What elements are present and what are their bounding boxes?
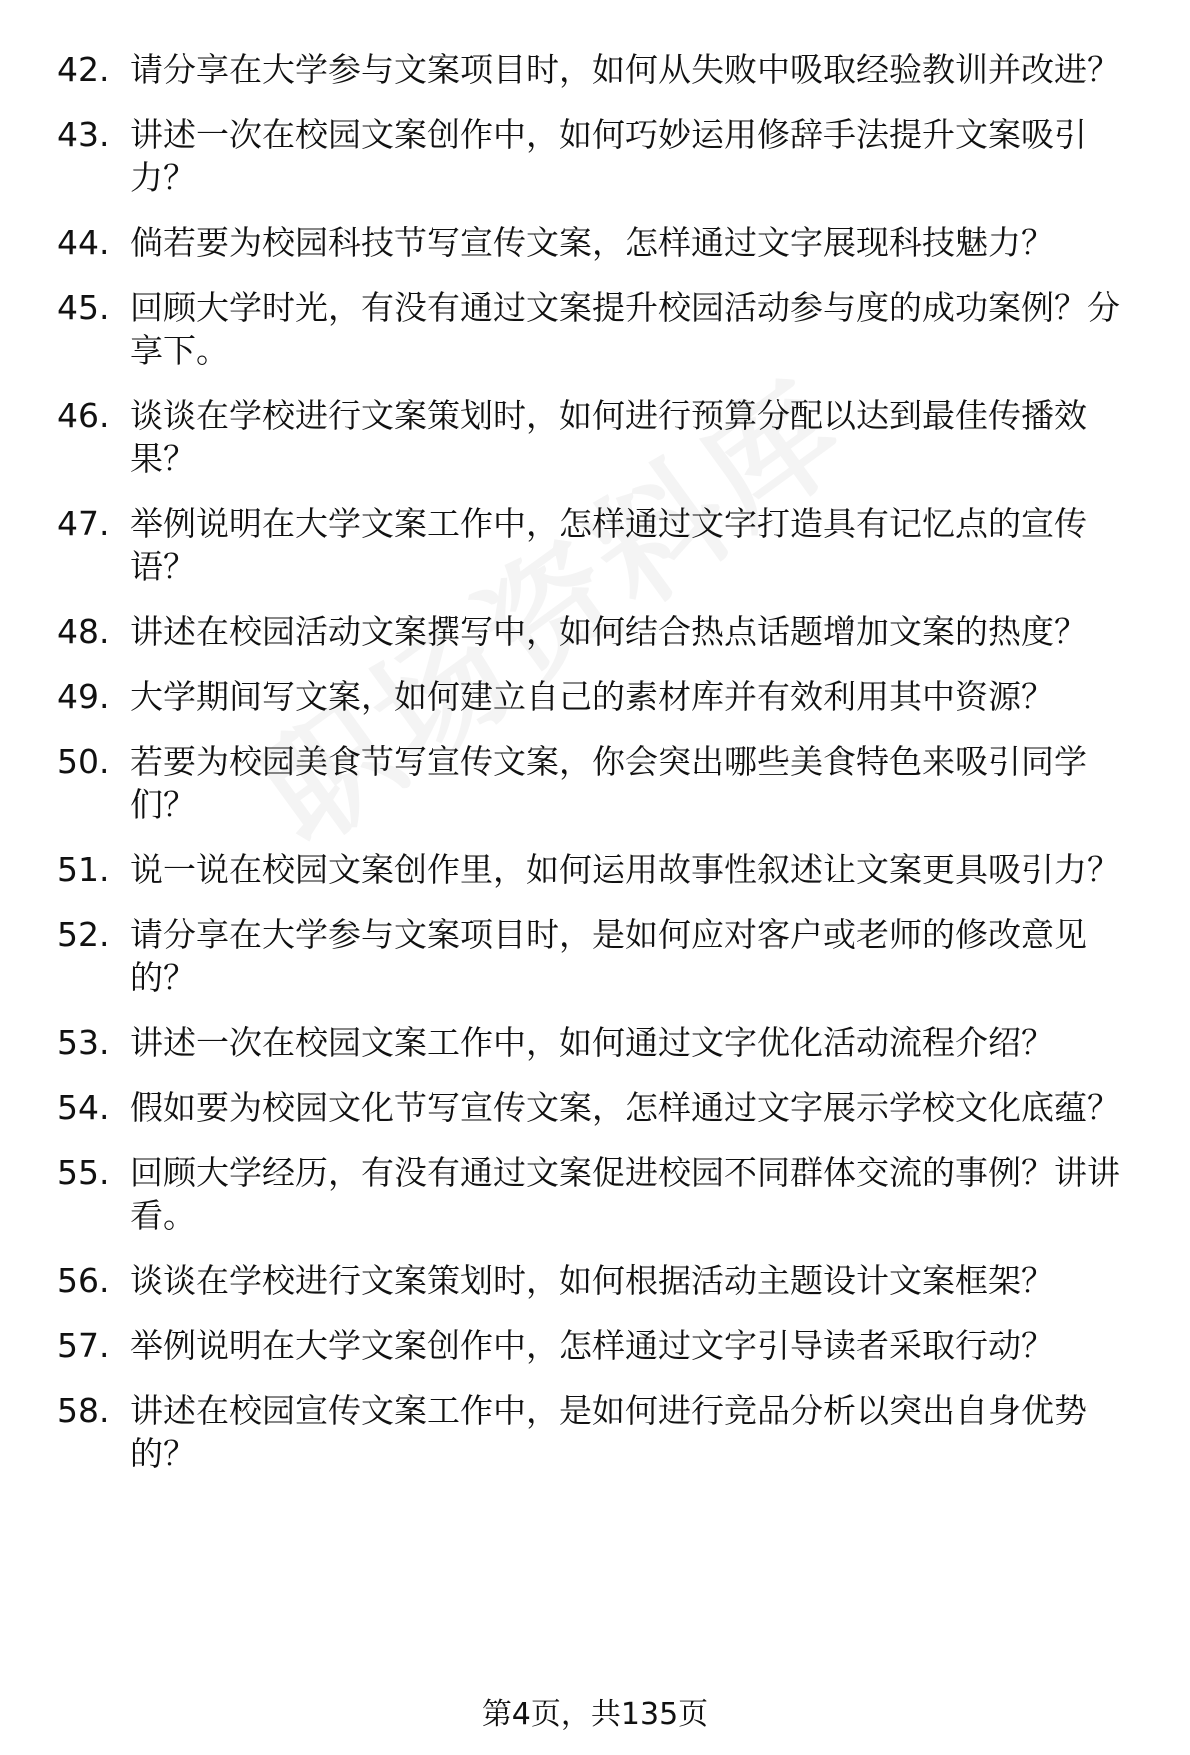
- question-item: [0, 1389, 1190, 1475]
- question-number: 56.: [57, 1261, 110, 1300]
- question-item: [0, 610, 1190, 653]
- question-text: 举例说明在大学文案工作中，怎样通过文字打造具有记忆点的宣传语？: [130, 504, 1087, 586]
- question-text: 假如要为校园文化节写宣传文案，怎样通过文字展示学校文化底蕴？: [130, 1088, 1120, 1127]
- question-item: [0, 113, 1190, 199]
- question-text: 谈谈在学校进行文案策划时，如何根据活动主题设计文案框架？: [130, 1261, 1054, 1300]
- question-text: 若要为校园美食节写宣传文案，你会突出哪些美食特色来吸引同学们？: [130, 742, 1087, 824]
- page-number: 第4页，共135页: [481, 1697, 709, 1732]
- question-text: 回顾大学经历，有没有通过文案促进校园不同群体交流的事例？讲讲看。: [130, 1153, 1120, 1235]
- question-number: 50.: [57, 742, 110, 781]
- question-text: 说一说在校园文案创作里，如何运用故事性叙述让文案更具吸引力？: [130, 850, 1120, 889]
- question-text: 讲述在校园活动文案撰写中，如何结合热点话题增加文案的热度？: [130, 612, 1087, 651]
- question-number: 45.: [57, 288, 110, 327]
- question-text: 讲述一次在校园文案工作中，如何通过文字优化活动流程介绍？: [130, 1023, 1054, 1062]
- question-number: 52.: [57, 915, 110, 954]
- question-text: 倘若要为校园科技节写宣传文案，怎样通过文字展现科技魅力？: [130, 223, 1054, 262]
- question-number: 46.: [57, 396, 110, 435]
- question-number: 43.: [57, 115, 110, 154]
- question-item: [0, 286, 1190, 372]
- question-text: 请分享在大学参与文案项目时，如何从失败中吸取经验教训并改进？: [130, 50, 1120, 89]
- question-number: 47.: [57, 504, 110, 543]
- question-item: [0, 675, 1190, 718]
- question-item: [0, 1021, 1190, 1064]
- question-number: 58.: [57, 1391, 110, 1430]
- question-number: 42.: [57, 50, 110, 89]
- question-item: [0, 1259, 1190, 1302]
- question-item: [0, 502, 1190, 588]
- question-number: 48.: [57, 612, 110, 651]
- question-number: 51.: [57, 850, 110, 889]
- question-number: 54.: [57, 1088, 110, 1127]
- question-list: [0, 48, 1190, 1497]
- question-number: 57.: [57, 1326, 110, 1365]
- question-number: 44.: [57, 223, 110, 262]
- question-text: 讲述一次在校园文案创作中，如何巧妙运用修辞手法提升文案吸引力？: [130, 115, 1087, 197]
- question-number: 53.: [57, 1023, 110, 1062]
- question-number: 49.: [57, 677, 110, 716]
- question-item: [0, 1086, 1190, 1129]
- question-item: [0, 394, 1190, 480]
- question-item: [0, 1151, 1190, 1237]
- question-text: 举例说明在大学文案创作中，怎样通过文字引导读者采取行动？: [130, 1326, 1054, 1365]
- question-text: 讲述在校园宣传文案工作中，是如何进行竞品分析以突出自身优势的？: [130, 1391, 1087, 1473]
- question-item: [0, 848, 1190, 891]
- question-text: 大学期间写文案，如何建立自己的素材库并有效利用其中资源？: [130, 677, 1054, 716]
- question-text: 回顾大学时光，有没有通过文案提升校园活动参与度的成功案例？分享下。: [130, 288, 1120, 370]
- question-item: [0, 221, 1190, 264]
- question-text: 谈谈在学校进行文案策划时，如何进行预算分配以达到最佳传播效果？: [130, 396, 1087, 478]
- question-item: [0, 913, 1190, 999]
- question-item: [0, 1324, 1190, 1367]
- question-number: 55.: [57, 1153, 110, 1192]
- question-item: [0, 48, 1190, 91]
- question-text: 请分享在大学参与文案项目时，是如何应对客户或老师的修改意见的？: [130, 915, 1087, 997]
- question-item: [0, 740, 1190, 826]
